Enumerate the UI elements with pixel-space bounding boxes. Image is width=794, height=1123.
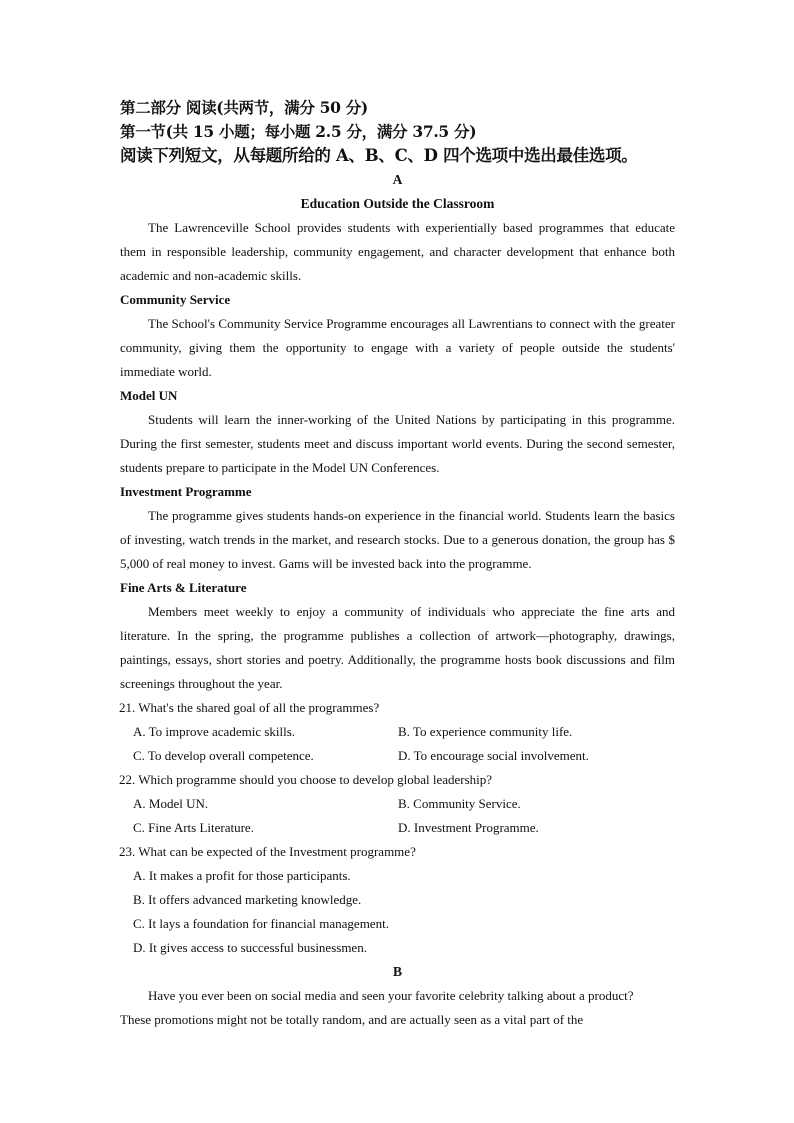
question-21-options-row-1 bbox=[120, 720, 675, 744]
question-22-option-d: D. Investment Programme. bbox=[398, 820, 539, 835]
question-21-option-c: C. To develop overall competence. bbox=[133, 748, 314, 763]
section-heading-model-un: Model UN bbox=[120, 388, 178, 403]
question-22-option-b: B. Community Service. bbox=[398, 796, 521, 811]
question-23-stem: 23. What can be expected of the Investment programme? bbox=[119, 844, 416, 859]
passage-a-label: A bbox=[392, 172, 403, 187]
section-heading-fine-arts: Fine Arts & Literature bbox=[120, 580, 247, 595]
section-text-community-service: The School's Community Service Programme encourages all Lawrentians to connect with the greater community, giving them the opportunity to engage with a variety of people outside the students' immediate world. bbox=[120, 316, 675, 379]
section-text-fine-arts: Members meet weekly to enjoy a community of individuals who appreciate the fine arts and literature. In the spring, the programme publishes a collection of artwork—photography, drawings, paintings, essays, short stories and poetry. Additionally, the programme hosts book discussions and film screenings throughout the year. bbox=[120, 604, 675, 691]
question-23-option-d: D. It gives access to successful businessmen. bbox=[133, 940, 367, 955]
question-22-option-a: A. Model UN. bbox=[133, 796, 209, 811]
passage-b-line-1: Have you ever been on social media and seen your favorite celebrity talking about a product? bbox=[148, 988, 634, 1003]
exam-page bbox=[120, 96, 675, 1032]
passage-a-intro: The Lawrenceville School provides students with experientially based programmes that educate them in responsible leadership, community engagement, and character development that enhance both academic and non-academic skills. bbox=[120, 220, 675, 283]
passage-b-line-2: These promotions might not be totally random, and are actually seen as a vital part of the bbox=[120, 1012, 584, 1027]
question-22-options-row-1 bbox=[120, 792, 675, 816]
question-21-option-b: B. To experience community life. bbox=[398, 724, 573, 739]
question-23-option-b: B. It offers advanced marketing knowledge. bbox=[133, 892, 362, 907]
section-text-model-un: Students will learn the inner-working of the United Nations by participating in this programme. During the first semester, students meet and discuss important world events. During the second semester, students prepare to participate in the Model UN Conferences. bbox=[120, 412, 675, 475]
question-23-option-c: C. It lays a foundation for financial management. bbox=[133, 916, 389, 931]
section-text-investment: The programme gives students hands-on experience in the financial world. Students learn the basics of investing, watch trends in the market, and research stocks. Due to a generous donation, the group has $ 5,000 of real money to invest. Gams will be invested back into the programme. bbox=[120, 508, 675, 571]
question-22-options-row-2 bbox=[120, 816, 675, 840]
instruction: 阅读下列短文，从每题所给的 A、B、C、D 四个选项中选出最佳选项。 bbox=[120, 146, 638, 165]
question-21-options-row-2 bbox=[120, 744, 675, 768]
question-21-option-d: D. To encourage social involvement. bbox=[398, 748, 589, 763]
passage-a-title: Education Outside the Classroom bbox=[300, 196, 495, 211]
part-title: 第二部分 阅读(共两节，满分 50 分) bbox=[120, 98, 368, 117]
section-title: 第一节(共 15 小题；每小题 2.5 分，满分 37.5 分) bbox=[120, 122, 477, 141]
question-22-stem: 22. Which programme should you choose to develop global leadership? bbox=[119, 772, 493, 787]
passage-b-label: B bbox=[392, 964, 402, 979]
section-heading-community-service: Community Service bbox=[120, 292, 231, 307]
question-21-option-a: A. To improve academic skills. bbox=[133, 724, 296, 739]
section-heading-investment: Investment Programme bbox=[120, 484, 252, 499]
question-23-option-a: A. It makes a profit for those participants. bbox=[133, 868, 351, 883]
question-22-option-c: C. Fine Arts Literature. bbox=[133, 820, 254, 835]
question-21-stem: 21. What's the shared goal of all the programmes? bbox=[119, 700, 380, 715]
